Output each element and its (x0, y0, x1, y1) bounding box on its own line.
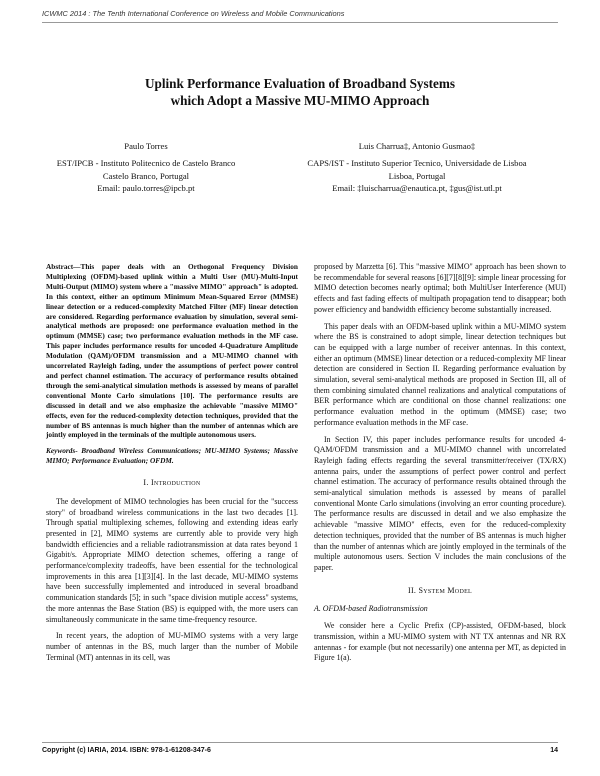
conference-header: ICWMC 2014 : The Tenth International Conference on Wireless and Mobile Communications (42, 9, 345, 18)
author-name: Paulo Torres (124, 141, 168, 151)
paragraph: proposed by Marzetta [6]. This "massive MIMO" approach has been shown to be recommendable for several reasons [6][7][8][9]: simple linear processing for MIMO detection becomes nearly optimal; both MultiUser Interference (MUI) effects and fast fading effects of multipath propagation tend to disappear; both power efficiency and bandwidth efficiency become substantially increased. (314, 262, 566, 314)
author-name: Luis Charrua‡, Antonio Gusmao‡ (358, 141, 476, 151)
paragraph: In Section IV, this paper includes performance results for uncoded 4-QAM/OFDM transmission and a MU-MIMO channel with uncorrelated Rayleigh fading effects regarding the several transmitter/receiver (TX/RX) antenna pairs, under the assumptions of perfect power control and perfect channel estimation. The accuracy of performance results obtained through the semi-analytical simulation methods is assessed by means of parallel conventional Monte Carlo simulations (involving an error counting procedure). The performance results are discussed in detail and we also emphasize the achievable "massive MIMO" effects, even for the reduced-complexity detection techniques, provided that the number of BS antennas is much higher than the number of antennas which are jointly employed in the terminals of the multiple autonomous users. Section V includes the main conclusions of the paper. (314, 434, 566, 572)
left-column (46, 262, 298, 669)
page-number: 14 (550, 747, 558, 754)
subsection-heading: A. OFDM-based Radiotransmission (314, 604, 428, 614)
section-heading-introduction: I. Introduction (143, 478, 201, 488)
paragraph: We consider here a Cyclic Prefix (CP)-assisted, OFDM-based, block transmission, within a MU-MIMO system with NT TX antennas and NR RX antennas - for example (but not necessarily) one antenna per MT, as depicted in Figure 1(a). (314, 621, 566, 663)
author-location: Lisboa, Portugal (388, 170, 446, 181)
footer-divider (42, 742, 558, 743)
paper-title (0, 75, 600, 109)
author-affiliation: EST/IPCB - Instituto Politecnico de Castelo Branco (56, 158, 236, 169)
author-affiliation: CAPS/IST - Instituto Superior Tecnico, Universidade de Lisboa (307, 158, 527, 169)
title-line-2: which Adopt a Massive MU-MIMO Approach (170, 93, 430, 108)
author-email: Email: ‡luischarrua@enautica.pt, ‡gus@ist.utl.pt (332, 182, 502, 193)
paragraph: This paper deals with an OFDM-based uplink within a MU-MIMO system where the BS is constrained to adopt simple, linear detection techniques but can be equipped with a large number of receiver antennas. In this context, either an optimum (MMSE) linear detection or a reduced-complexity MF linear detection are considered in Section II. Regarding performance evaluation by simulation, several semi-analytical methods are proposed in Section III, all of them combining simulated channel realizations and analytical computations of BER performance which are conditional on those channel realizations: one performance evaluation method in the optimum (MMSE) case; two performance evaluation methods in the MF case. (314, 321, 566, 427)
header-divider (42, 22, 558, 23)
title-line-1: Uplink Performance Evaluation of Broadband Systems (144, 76, 456, 91)
keywords: Keywords- Broadband Wireless Communications; MU-MIMO Systems; Massive MIMO; Performance Evaluation; OFDM. (46, 446, 298, 466)
paragraph: The development of MIMO technologies has been crucial for the "success story" of broadband wireless communications in the last two decades [1]. Through spatial multiplexing schemes, following and extending ideas early presented in [2], MIMO systems are currently able to provide very high bandwidth efficiencies and a reliable radiotransmission at data rates beyond 1 Gigabit/s. Appropriate MIMO detection schemes, offering a range of performance/complexity tradeoffs, have been essential for the technological improvements in this area [1][3][4]. In the last decade, MU-MIMO systems have been successfully implemented and introduced in several broadband communication standards [5]; in such "space division mutiple access" systems, the more antennas the Base Station (BS) is equipped with, the more users can simultaneously communicate in the same time-frequency resource. (46, 496, 298, 624)
author-email: Email: paulo.torres@ipcb.pt (97, 182, 195, 193)
copyright-notice: Copyright (c) IARIA, 2014. ISBN: 978-1-61208-347-6 (42, 747, 211, 754)
author-block-right (268, 140, 566, 194)
paragraph: In recent years, the adoption of MU-MIMO systems with a very large number of antennas in the BS, much larger than the number of Mobile Terminal (MT) antennas in its cell, was (46, 631, 298, 662)
right-column (314, 262, 566, 670)
author-location: Castelo Branco, Portugal (102, 170, 190, 181)
abstract: Abstract—This paper deals with an Orthogonal Frequency Division Multiplexing (OFDM)-based uplink within a Multi User (MU)-Multi-Input Multi-Output (MIMO) system where a "massive MIMO" approach" is adopted. In this context, either an optimum Minimum Mean-Squared Error (MMSE) linear detection or a reduced-complexity Matched Filter (MF) linear detection are considered. Regarding performance evaluation by simulation, several semi-analytical methods are proposed: one performance evaluation method in the optimum (MMSE) case; two performance evaluation methods in the MF case. This paper includes performance results for uncoded 4-Quadrature Amplitude Modulation (QAM)/OFDM transmission and a MU-MIMO channel with uncorrelated Rayleigh fading, under the assumptions of perfect power control and perfect channel estimation. The accuracy of performance results obtained through the semi-analytical simulation methods is assessed by means of parallel conventional Monte Carlo simulations [10]. The performance results are discussed in detail and we also emphasize the achievable "massive MIMO" effects, even for the reduced-complexity detection techniques, provided that the number of BS antennas is much higher than the number of antennas which are jointly employed in the terminals of the multiple autonomous users. (46, 262, 298, 440)
author-block-left (40, 140, 252, 194)
section-heading-system-model: II. System Model (407, 585, 473, 595)
